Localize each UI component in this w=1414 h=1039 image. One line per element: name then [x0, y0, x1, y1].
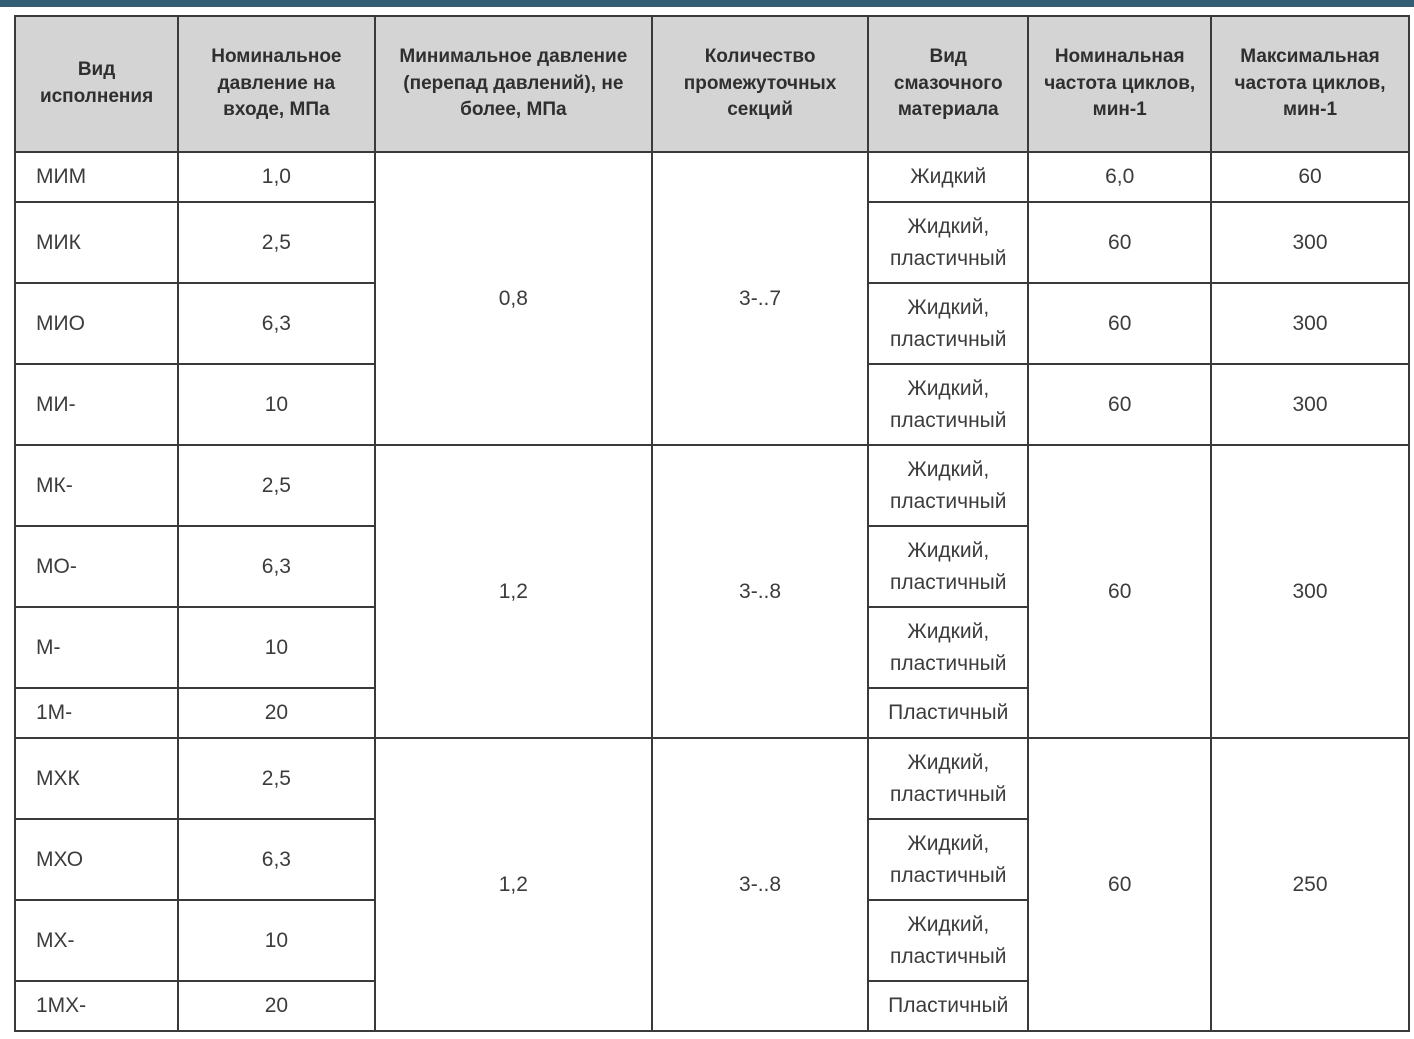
table-cell: 60: [1028, 445, 1211, 738]
table-cell: 6,0: [1028, 152, 1211, 202]
table-cell: 1М-: [15, 688, 178, 738]
col-header-nominal-pressure: Номинальное давление на входе, МПа: [178, 16, 375, 152]
spec-table-container: [14, 15, 1410, 1032]
table-cell: 1,2: [375, 445, 652, 738]
table-cell: 6,3: [178, 526, 375, 607]
table-cell: 250: [1211, 738, 1409, 1031]
table-cell: МИМ: [15, 152, 178, 202]
table-cell: 1,2: [375, 738, 652, 1031]
table-cell: Жидкий, пластичный: [868, 202, 1028, 283]
table-cell: 20: [178, 688, 375, 738]
table-cell: 6,3: [178, 819, 375, 900]
table-cell: 3-..7: [652, 152, 868, 445]
table-body: [15, 152, 1409, 1031]
table-cell: 60: [1028, 202, 1211, 283]
table-cell: 2,5: [178, 738, 375, 819]
table-cell: МИО: [15, 283, 178, 364]
table-cell: 2,5: [178, 202, 375, 283]
table-cell: 300: [1211, 283, 1409, 364]
table-cell: 10: [178, 607, 375, 688]
table-cell: 6,3: [178, 283, 375, 364]
table-cell: Жидкий, пластичный: [868, 526, 1028, 607]
table-cell: 300: [1211, 364, 1409, 445]
table-cell: Жидкий, пластичный: [868, 900, 1028, 981]
table-cell: 3-..8: [652, 738, 868, 1031]
table-row: [15, 738, 1409, 819]
table-cell: Жидкий, пластичный: [868, 283, 1028, 364]
table-cell: 60: [1028, 738, 1211, 1031]
table-cell: 60: [1028, 364, 1211, 445]
table-cell: 20: [178, 981, 375, 1031]
table-cell: Жидкий, пластичный: [868, 738, 1028, 819]
table-cell: Жидкий, пластичный: [868, 607, 1028, 688]
table-cell: Пластичный: [868, 688, 1028, 738]
top-accent-bar: [0, 0, 1414, 7]
table-cell: 60: [1028, 283, 1211, 364]
table-cell: МК-: [15, 445, 178, 526]
table-cell: Пластичный: [868, 981, 1028, 1031]
table-cell: 1МХ-: [15, 981, 178, 1031]
col-header-section-count: Количество промежуточных секций: [652, 16, 868, 152]
table-header-row: [15, 16, 1409, 152]
table-row: [15, 445, 1409, 526]
col-header-execution-type: Вид исполнения: [15, 16, 178, 152]
table-cell: МХ-: [15, 900, 178, 981]
col-header-lubricant-type: Вид смазочного материала: [868, 16, 1028, 152]
table-cell: 1,0: [178, 152, 375, 202]
table-cell: 10: [178, 900, 375, 981]
table-cell: 3-..8: [652, 445, 868, 738]
table-cell: 2,5: [178, 445, 375, 526]
table-cell: Жидкий, пластичный: [868, 819, 1028, 900]
table-cell: МИ-: [15, 364, 178, 445]
col-header-maximum-cycles: Максимальная частота циклов, мин-1: [1211, 16, 1409, 152]
table-cell: 60: [1211, 152, 1409, 202]
table-cell: Жидкий, пластичный: [868, 445, 1028, 526]
table-cell: МИК: [15, 202, 178, 283]
table-cell: М-: [15, 607, 178, 688]
spec-table: [14, 15, 1410, 1032]
table-cell: 0,8: [375, 152, 652, 445]
table-row: [15, 152, 1409, 202]
table-cell: 300: [1211, 202, 1409, 283]
table-cell: Жидкий, пластичный: [868, 364, 1028, 445]
table-cell: 300: [1211, 445, 1409, 738]
table-cell: 10: [178, 364, 375, 445]
table-cell: Жидкий: [868, 152, 1028, 202]
table-cell: МО-: [15, 526, 178, 607]
col-header-minimum-pressure: Минимальное давление (перепад давлений), не более, МПа: [375, 16, 652, 152]
col-header-nominal-cycles: Номинальная частота циклов, мин-1: [1028, 16, 1211, 152]
table-cell: МХК: [15, 738, 178, 819]
table-cell: МХО: [15, 819, 178, 900]
